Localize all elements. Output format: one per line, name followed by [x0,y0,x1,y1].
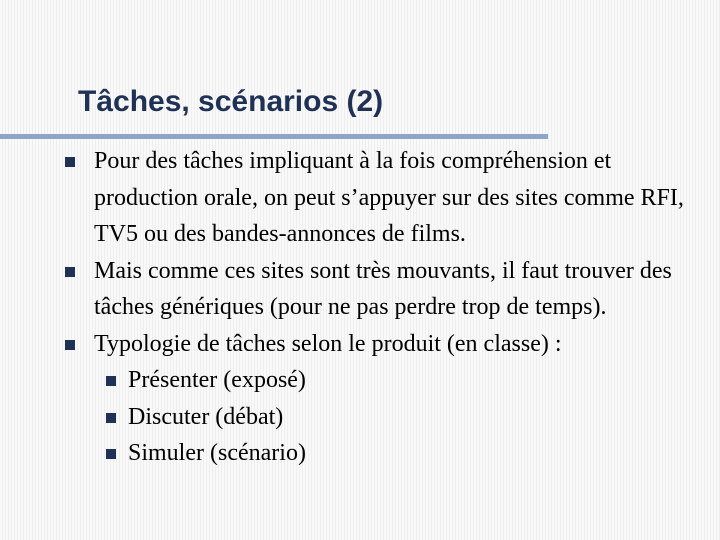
square-bullet-icon [106,376,116,386]
sub-bullet-item [94,399,704,436]
sub-bullet-list [94,362,704,472]
bullet-text: Mais comme ces sites sont très mouvants, il faut trouver des tâches génériques (pour ne pas perdre trop de temps). [94,257,672,320]
square-bullet-icon [106,413,116,423]
sub-bullet-item [94,435,704,472]
square-bullet-icon [106,449,116,459]
title-underline-rule [0,134,548,139]
slide-title: Tâches, scénarios (2) [78,85,384,118]
square-bullet-icon [65,340,75,350]
sub-bullet-text: Présenter (exposé) [128,367,306,393]
sub-bullet-text: Simuler (scénario) [128,440,306,466]
bullet-item [0,143,704,253]
sub-bullet-item [94,362,704,399]
bullet-text: Pour des tâches impliquant à la fois compréhension et production orale, on peut s’appuyer sur des sites comme RFI, TV5 ou des bandes-annonces de films. [94,148,684,247]
bullet-item [0,326,704,472]
square-bullet-icon [65,157,75,167]
bullet-text: Typologie de tâches selon le produit (en classe) : [94,330,562,357]
sub-bullet-text: Discuter (débat) [128,403,284,430]
square-bullet-icon [65,267,75,277]
bullet-list [0,143,704,472]
bullet-item [0,253,704,326]
